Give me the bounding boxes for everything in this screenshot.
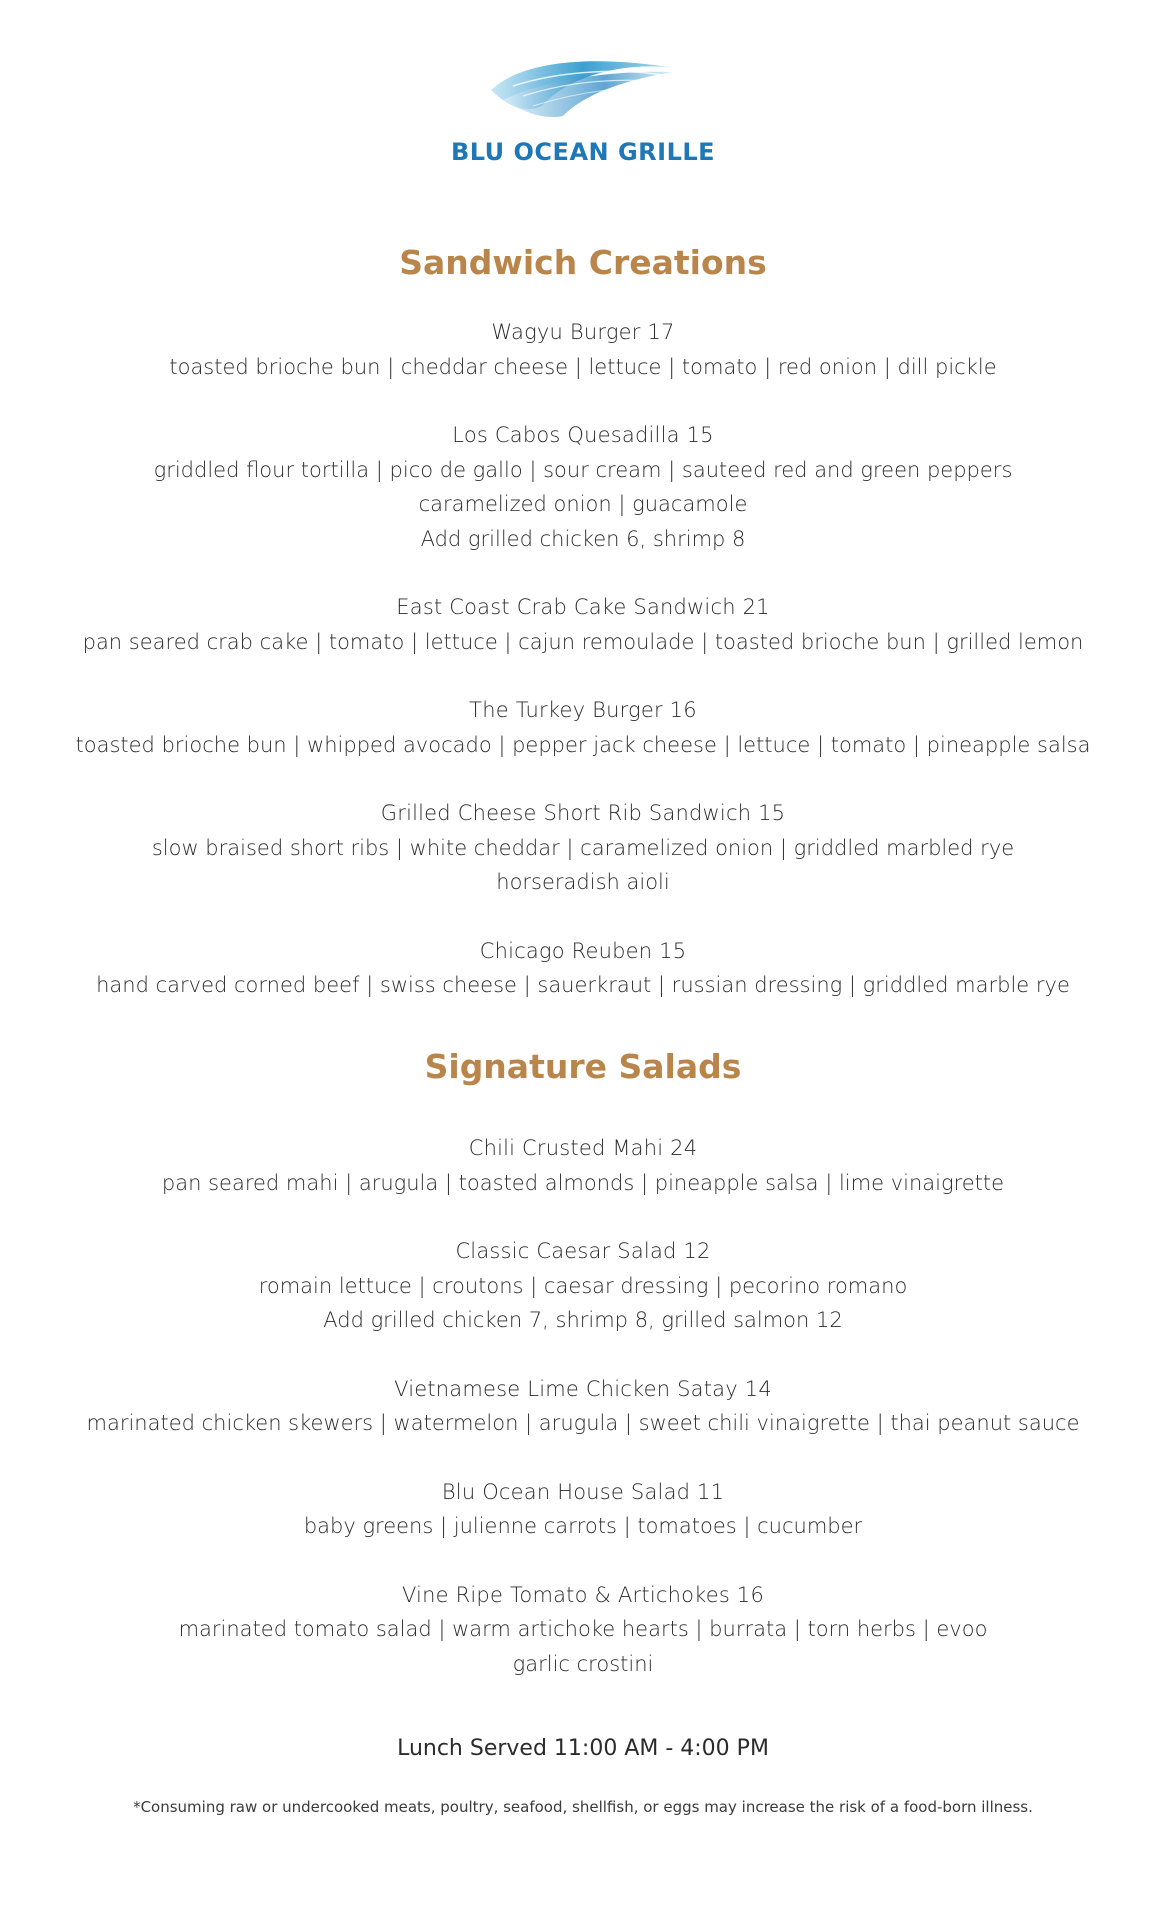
menu-item [0, 315, 1166, 384]
item-description: horseradish aioli [496, 870, 670, 894]
brand-logo [0, 50, 1166, 180]
item-description: slow braised short ribs | white cheddar | caramelized onion | griddled marbled rye [151, 835, 1015, 860]
item-description: pan seared mahi | arugula | toasted almonds | pineapple salsa | lime vinaigrette [161, 1170, 1005, 1195]
item-name: Vine Ripe Tomato & Artichokes 16 [401, 1582, 765, 1607]
item-addon: Add grilled chicken 7, shrimp 8, grilled salmon 12 [323, 1308, 843, 1332]
section-sandwiches [0, 243, 1166, 1003]
menu-item [0, 418, 1166, 556]
item-name: Vietnamese Lime Chicken Satay 14 [394, 1376, 772, 1401]
item-description: marinated tomato salad | warm artichoke hearts | burrata | torn herbs | evoo [178, 1617, 988, 1641]
menu-item [0, 590, 1166, 659]
item-name: Blu Ocean House Salad 11 [441, 1479, 725, 1504]
item-description: garlic crostini [512, 1651, 654, 1676]
item-description: baby greens | julienne carrots | tomatoes | cucumber [303, 1514, 863, 1538]
item-description: caramelized onion | guacamole [418, 492, 748, 516]
menu-item [0, 1578, 1166, 1682]
item-name: Classic Caesar Salad 12 [455, 1239, 711, 1263]
item-name: Chicago Reuben 15 [479, 938, 687, 963]
item-description: pan seared crab cake | tomato | lettuce | cajun remoulade | toasted brioche bun | grilled lemon [82, 629, 1084, 654]
item-name: Los Cabos Quesadilla 15 [452, 423, 714, 447]
item-description: toasted brioche bun | cheddar cheese | lettuce | tomato | red onion | dill pickle [169, 354, 997, 379]
menu-item [0, 1475, 1166, 1544]
item-description: romain lettuce | croutons | caesar dressing | pecorino romano [258, 1273, 908, 1298]
wave-logo-icon [483, 50, 683, 130]
menu-item [0, 796, 1166, 900]
menu-item [0, 934, 1166, 1003]
menu-footer [0, 1734, 1166, 1817]
menu-item [0, 1372, 1166, 1441]
item-description: hand carved corned beef | swiss cheese | sauerkraut | russian dressing | griddled marble rye [96, 973, 1070, 997]
health-disclaimer: *Consuming raw or undercooked meats, poultry, seafood, shellfish, or eggs may increase the risk of a food-born illness. [133, 1798, 1033, 1816]
section-title: Signature Salads [424, 1047, 742, 1086]
item-name: The Turkey Burger 16 [469, 698, 697, 722]
item-name: East Coast Crab Cake Sandwich 21 [396, 595, 770, 619]
lunch-hours: Lunch Served 11:00 AM - 4:00 PM [397, 1736, 769, 1761]
brand-name: BLU OCEAN GRILLE [450, 138, 716, 166]
item-name: Chili Crusted Mahi 24 [468, 1136, 698, 1160]
item-description: marinated chicken skewers | watermelon | arugula | sweet chili vinaigrette | thai peanut sauce [86, 1411, 1080, 1435]
item-description: griddled flour tortilla | pico de gallo | sour cream | sauteed red and green peppers [153, 457, 1013, 482]
menu-item [0, 693, 1166, 762]
item-name: Wagyu Burger 17 [491, 320, 675, 344]
item-description: toasted brioche bun | whipped avocado | pepper jack cheese | lettuce | tomato | pineapple salsa [75, 732, 1091, 757]
item-name: Grilled Cheese Short Rib Sandwich 15 [380, 801, 786, 825]
menu-item [0, 1131, 1166, 1200]
section-title: Sandwich Creations [399, 243, 767, 282]
menu-item [0, 1234, 1166, 1338]
item-addon: Add grilled chicken 6, shrimp 8 [420, 526, 746, 551]
section-salads [0, 1047, 1166, 1681]
